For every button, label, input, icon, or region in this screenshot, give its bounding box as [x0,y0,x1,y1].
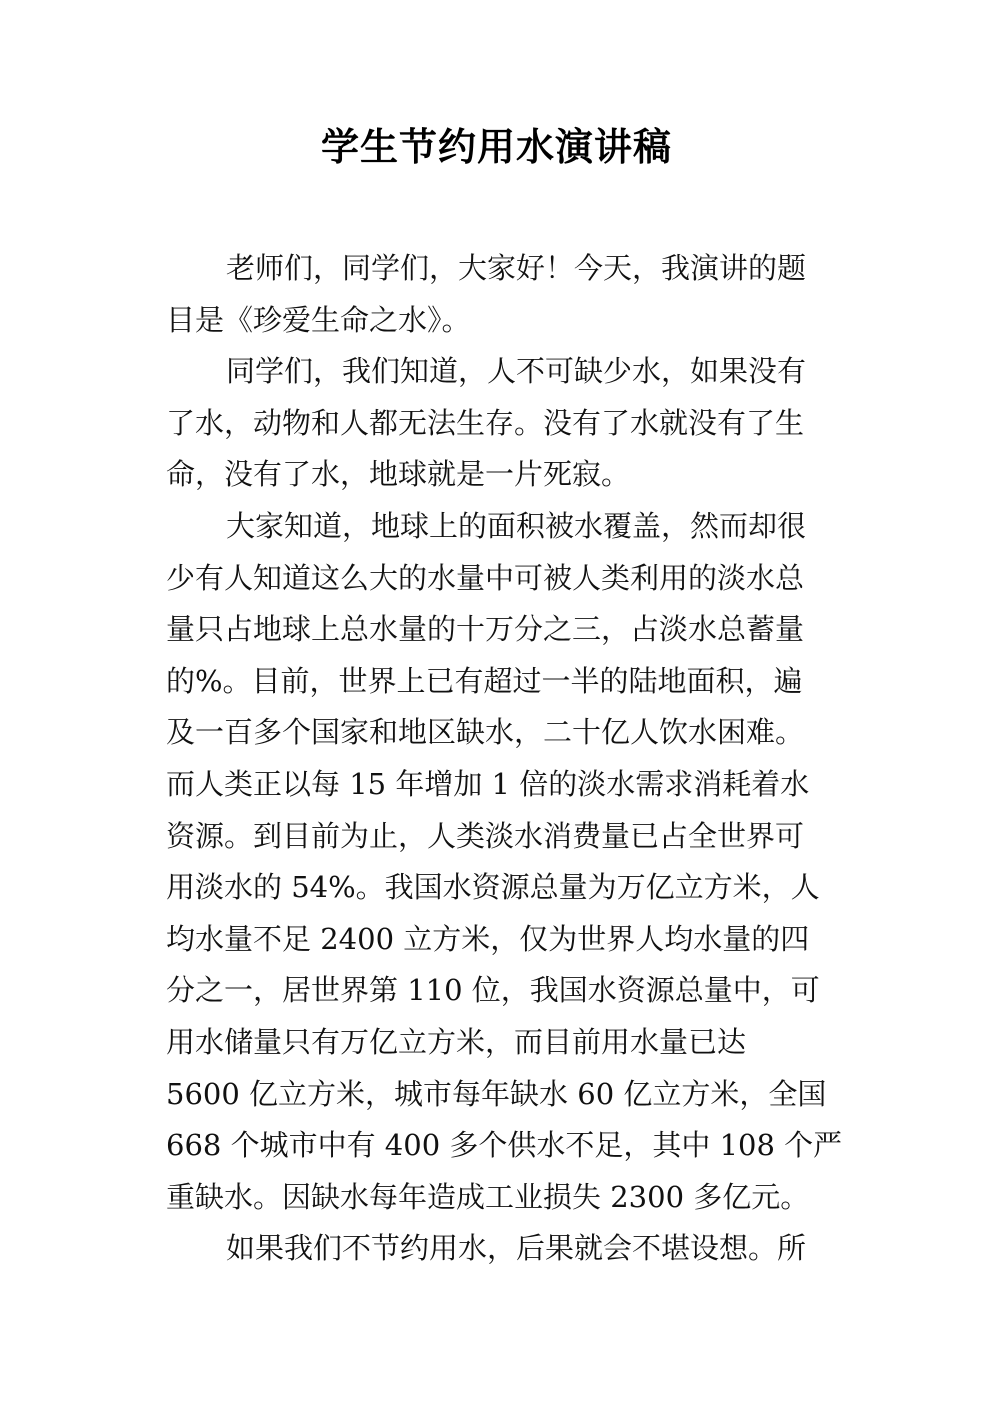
paragraph-2-line-3: 命，没有了水，地球就是一片死寂。 [166,457,631,492]
paragraph-3-line-8: 用淡水的 54%。我国水资源总量为万亿立方米，人 [166,870,820,905]
paragraph-3-line-2: 少有人知道这么大的水量中可被人类利用的淡水总 [166,560,805,595]
paragraph-2-line-2: 了水，动物和人都无法生存。没有了水就没有了生 [166,405,805,440]
document-body [166,243,843,1275]
paragraph-3-line-10: 分之一，居世界第 110 位，我国水资源总量中，可 [166,973,820,1008]
paragraph-3-line-7: 资源。到目前为止，人类淡水消费量已占全世界可 [166,818,805,853]
paragraph-3-line-5: 及一百多个国家和地区缺水，二十亿人饮水困难。 [166,715,805,750]
paragraph-3-line-6: 而人类正以每 15 年增加 1 倍的淡水需求消耗着水 [166,766,810,801]
paragraph-2-line-1: 同学们，我们知道，人不可缺少水，如果没有 [226,354,807,389]
paragraph-1-line-1: 老师们，同学们，大家好！今天，我演讲的题 [226,251,807,285]
paragraph-4-line-1: 如果我们不节约用水，后果就会不堪设想。所 [226,1231,807,1266]
paragraph-3-line-1: 大家知道，地球上的面积被水覆盖，然而却很 [226,508,807,543]
paragraph-3-line-11: 用水储量只有万亿立方米，而目前用水量已达 [166,1024,747,1059]
paragraph-3-line-9: 均水量不足 2400 立方米，仅为世界人均水量的四 [166,921,810,956]
paragraph-1-line-2: 目是《珍爱生命之水》。 [166,302,471,337]
paragraph-3-line-4: 的%。目前，世界上已有超过一半的陆地面积，遍 [166,663,803,698]
paragraph-3-line-12: 5600 亿立方米，城市每年缺水 60 亿立方米，全国 [166,1076,827,1111]
paragraph-3-line-13: 668 个城市中有 400 多个供水不足，其中 108 个严 [166,1128,843,1163]
document-title: 学生节约用水演讲稿 [320,125,672,169]
paragraph-3-line-3: 量只占地球上总水量的十万分之三，占淡水总蓄量 [166,612,805,647]
paragraph-3-line-14: 重缺水。因缺水每年造成工业损失 2300 多亿元。 [166,1179,810,1214]
